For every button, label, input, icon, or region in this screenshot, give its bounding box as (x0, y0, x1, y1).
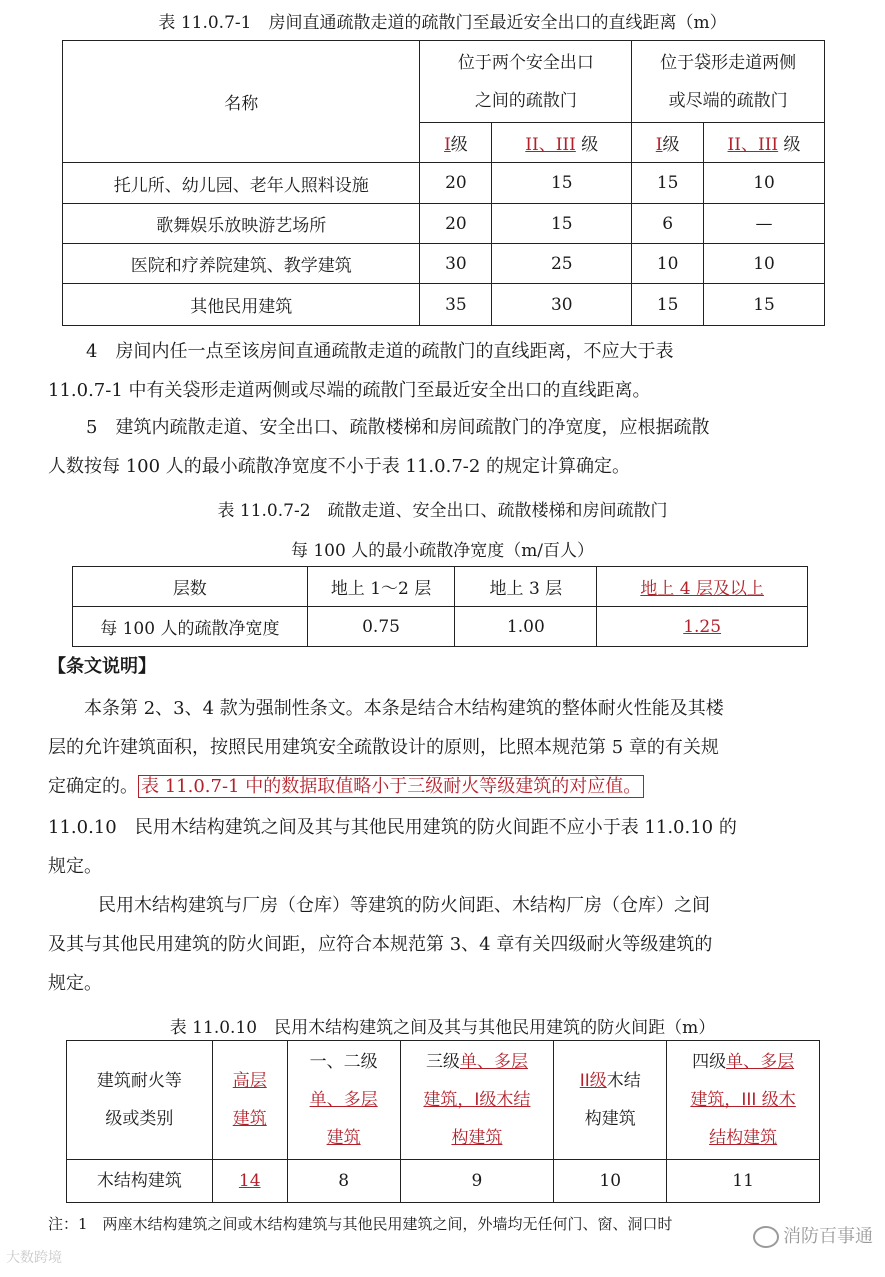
paragraph-4: 4 房间内任一点至该房间直通疏散走道的疏散门的直线距离，不应大于表 11.0.7-1 中有关袋形走道两侧或尽端的疏散门至最近安全出口的直线距离。 (48, 341, 674, 401)
table3-h2: 高层 建筑 (212, 1041, 287, 1160)
table3-note: 注：1 两座木结构建筑之间或木结构建筑与其他民用建筑之间，外墙均无任何门、窗、洞口时 (48, 1215, 673, 1233)
table-row: 每 100 人的疏散净宽度 0.75 1.00 1.25 (73, 607, 808, 647)
table3-h4: 三级单、多层 建筑，I级木结 构建筑 (400, 1041, 554, 1160)
table-row: 歌舞娱乐放映游艺场所 20 15 6 — (63, 204, 825, 244)
explain-heading: 【条文说明】 (48, 656, 156, 677)
paragraph-5: 5 建筑内疏散走道、安全出口、疏散楼梯和房间疏散门的净宽度，应根据疏散 人数按每 100 人的最小疏散净宽度不小于表 11.0.7-2 的规定计算确定。 (48, 417, 710, 477)
table-row: 医院和疗养院建筑、教学建筑 30 25 10 10 (63, 244, 825, 284)
table3-h1: 建筑耐火等 级或类别 (67, 1041, 213, 1160)
table2-caption-1: 表 11.0.7-2 疏散走道、安全出口、疏散楼梯和房间疏散门 (217, 501, 668, 521)
table1-sub-23b: II、III 级 (704, 123, 825, 163)
table2: 层数 地上 1～2 层 地上 3 层 地上 4 层及以上 每 100 人的疏散净宽度 0.75 1.00 1.25 (72, 566, 808, 647)
table1-col-name: 名称 (63, 41, 420, 163)
table2-caption-2: 每 100 人的最小疏散净宽度（m/百人） (290, 541, 595, 561)
table1-sub-1: I级 (420, 123, 492, 163)
table1-group2: 位于袋形走道两侧 或尽端的疏散门 (632, 41, 825, 123)
table-row: 其他民用建筑 35 30 15 15 (63, 284, 825, 326)
table3-caption: 表 11.0.10 民用木结构建筑之间及其与其他民用建筑的防火间距（m） (169, 1018, 716, 1038)
table-row: 木结构建筑 14 8 9 10 11 (67, 1160, 820, 1203)
explain-paragraph: 本条第 2、3、4 款为强制性条文。本条是结合木结构建筑的整体耐火性能及其楼 层的允许建筑面积，按照民用建筑安全疏散设计的原则，比照本规范第 5 章的有关规 定确定的。 表 11.0.7-1 中的数据取值略小于三级耐火等级建筑的对应值。 (48, 698, 724, 797)
wechat-icon (753, 1226, 779, 1248)
table1-group1: 位于两个安全出口 之间的疏散门 (420, 41, 632, 123)
highlight-box: 表 11.0.7-1 中的数据取值略小于三级耐火等级建筑的对应值。 (138, 775, 644, 798)
watermark-left: 大数跨境 (6, 1250, 62, 1266)
table1-caption: 表 11.0.7-1 房间直通疏散走道的疏散门至最近安全出口的直线距离（m） (158, 13, 727, 33)
table3-h3: 一、二级 单、多层 建筑 (287, 1041, 400, 1160)
table3-h6: 四级单、多层 建筑，III 级木 结构建筑 (667, 1041, 820, 1160)
table-row: 托儿所、幼儿园、老年人照料设施 20 15 15 10 (63, 163, 825, 204)
table3 (66, 1040, 820, 1203)
watermark-right: 消防百事通 (753, 1222, 873, 1248)
table1-sub-23: II、III 级 (492, 123, 632, 163)
table2-header-floors: 层数 (73, 567, 308, 607)
table1 (62, 40, 825, 326)
table1-sub-1b: I级 (632, 123, 704, 163)
table3-h5: II级木结 构建筑 (554, 1041, 667, 1160)
clause-11-0-10: 11.0.10 民用木结构建筑之间及其与其他民用建筑的防火间距不应小于表 11.0.10 的 规定。 (48, 817, 737, 877)
fire-distance-paragraph: 民用木结构建筑与厂房（仓库）等建筑的防火间距、木结构厂房（仓库）之间 及其与其他民用建筑的防火间距，应符合本规范第 3、4 章有关四级耐火等级建筑的 规定。 (48, 895, 713, 994)
